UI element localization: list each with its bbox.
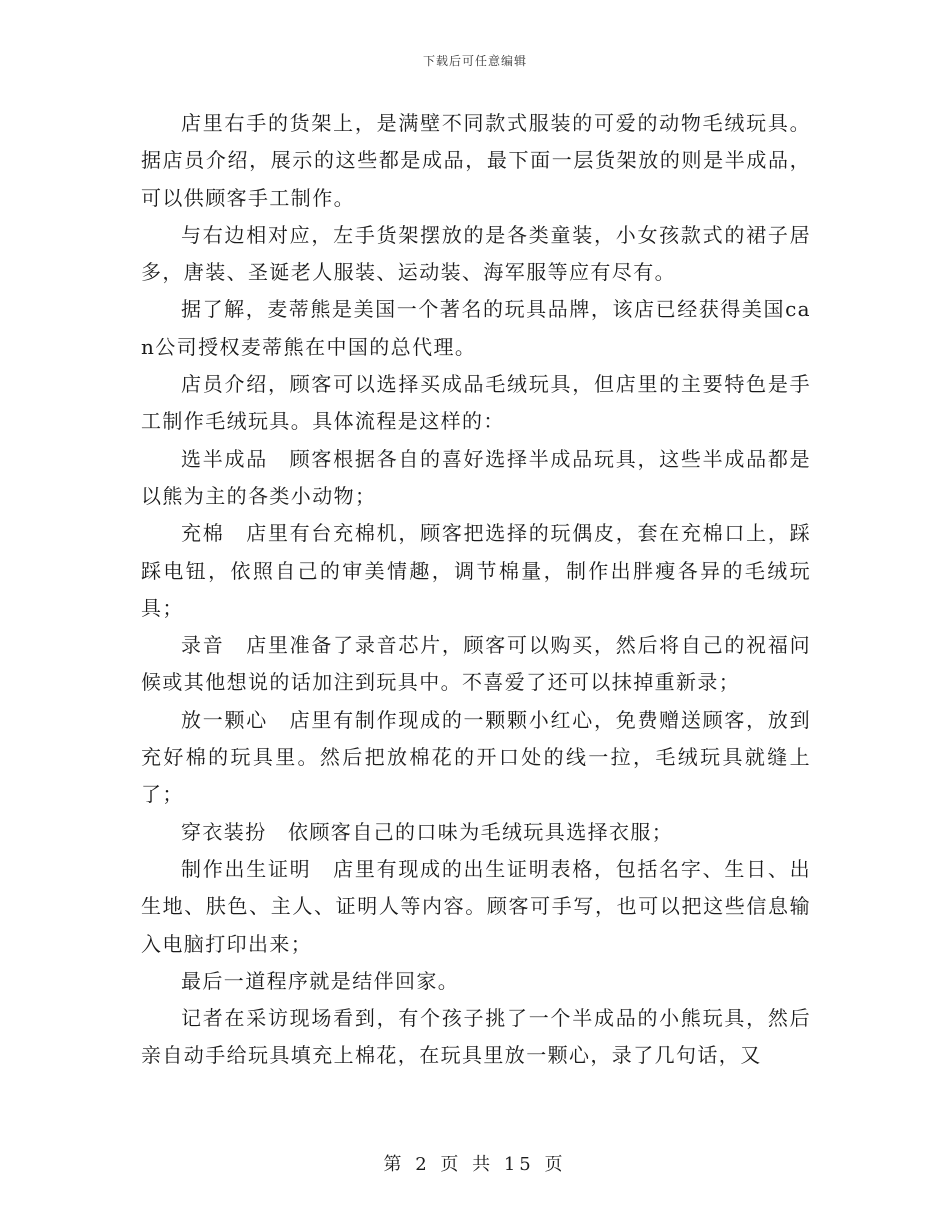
paragraph: 制作出生证明 店里有现成的出生证明表格，包括名字、生日、出生地、肤色、主人、证明人等内容。顾客可手写，也可以把这些信息输入电脑打印出来； xyxy=(141,856,811,956)
page-header: 下载后可任意编辑 xyxy=(422,54,527,68)
paragraph: 店里右手的货架上，是满壁不同款式服装的可爱的动物毛绒玩具。据店员介绍，展示的这些都是成品，最下面一层货架放的则是半成品，可以供顾客手工制作。 xyxy=(141,111,811,210)
paragraph: 与右边相对应，左手货架摆放的是各类童装，小女孩款式的裙子居多，唐装、圣诞老人服装、运动装、海军服等应有尽有。 xyxy=(141,222,811,285)
document-body xyxy=(141,105,811,1075)
paragraph: 放一颗心 店里有制作现成的一颗颗小红心，免费赠送顾客，放到充好棉的玩具里。然后把放棉花的开口处的线一拉，毛绒玩具就缝上了； xyxy=(141,707,811,807)
paragraph: 记者在采访现场看到，有个孩子挑了一个半成品的小熊玩具，然后亲自动手给玩具填充上棉花，在玩具里放一颗心，录了几句话，又 xyxy=(141,1006,811,1068)
paragraph: 最后一道程序就是结伴回家。 xyxy=(181,968,460,993)
paragraph: 选半成品 顾客根据各自的喜好选择半成品玩具，这些半成品都是以熊为主的各类小动物； xyxy=(141,446,811,508)
paragraph: 录音 店里准备了录音芯片，顾客可以购买，然后将自己的祝福问候或其他想说的话加注到玩具中。不喜爱了还可以抹掉重新录； xyxy=(141,633,811,695)
paragraph: 穿衣装扮 依顾客自己的口味为毛绒玩具选择衣服； xyxy=(181,819,674,844)
paragraph: 充棉 店里有台充棉机，顾客把选择的玩偶皮，套在充棉口上，踩踩电钮，依照自己的审美情趣，调节棉量，制作出胖瘦各异的毛绒玩具； xyxy=(141,521,811,620)
paragraph: 店员介绍，顾客可以选择买成品毛绒玩具，但店里的主要特色是手工制作毛绒玩具。具体流程是这样的： xyxy=(141,372,811,434)
paragraph: 据了解，麦蒂熊是美国一个著名的玩具品牌，该店已经获得美国can公司授权麦蒂熊在中国的总代理。 xyxy=(141,297,811,359)
page-number-footer: 第 2 页 共 15 页 xyxy=(383,1154,567,1175)
